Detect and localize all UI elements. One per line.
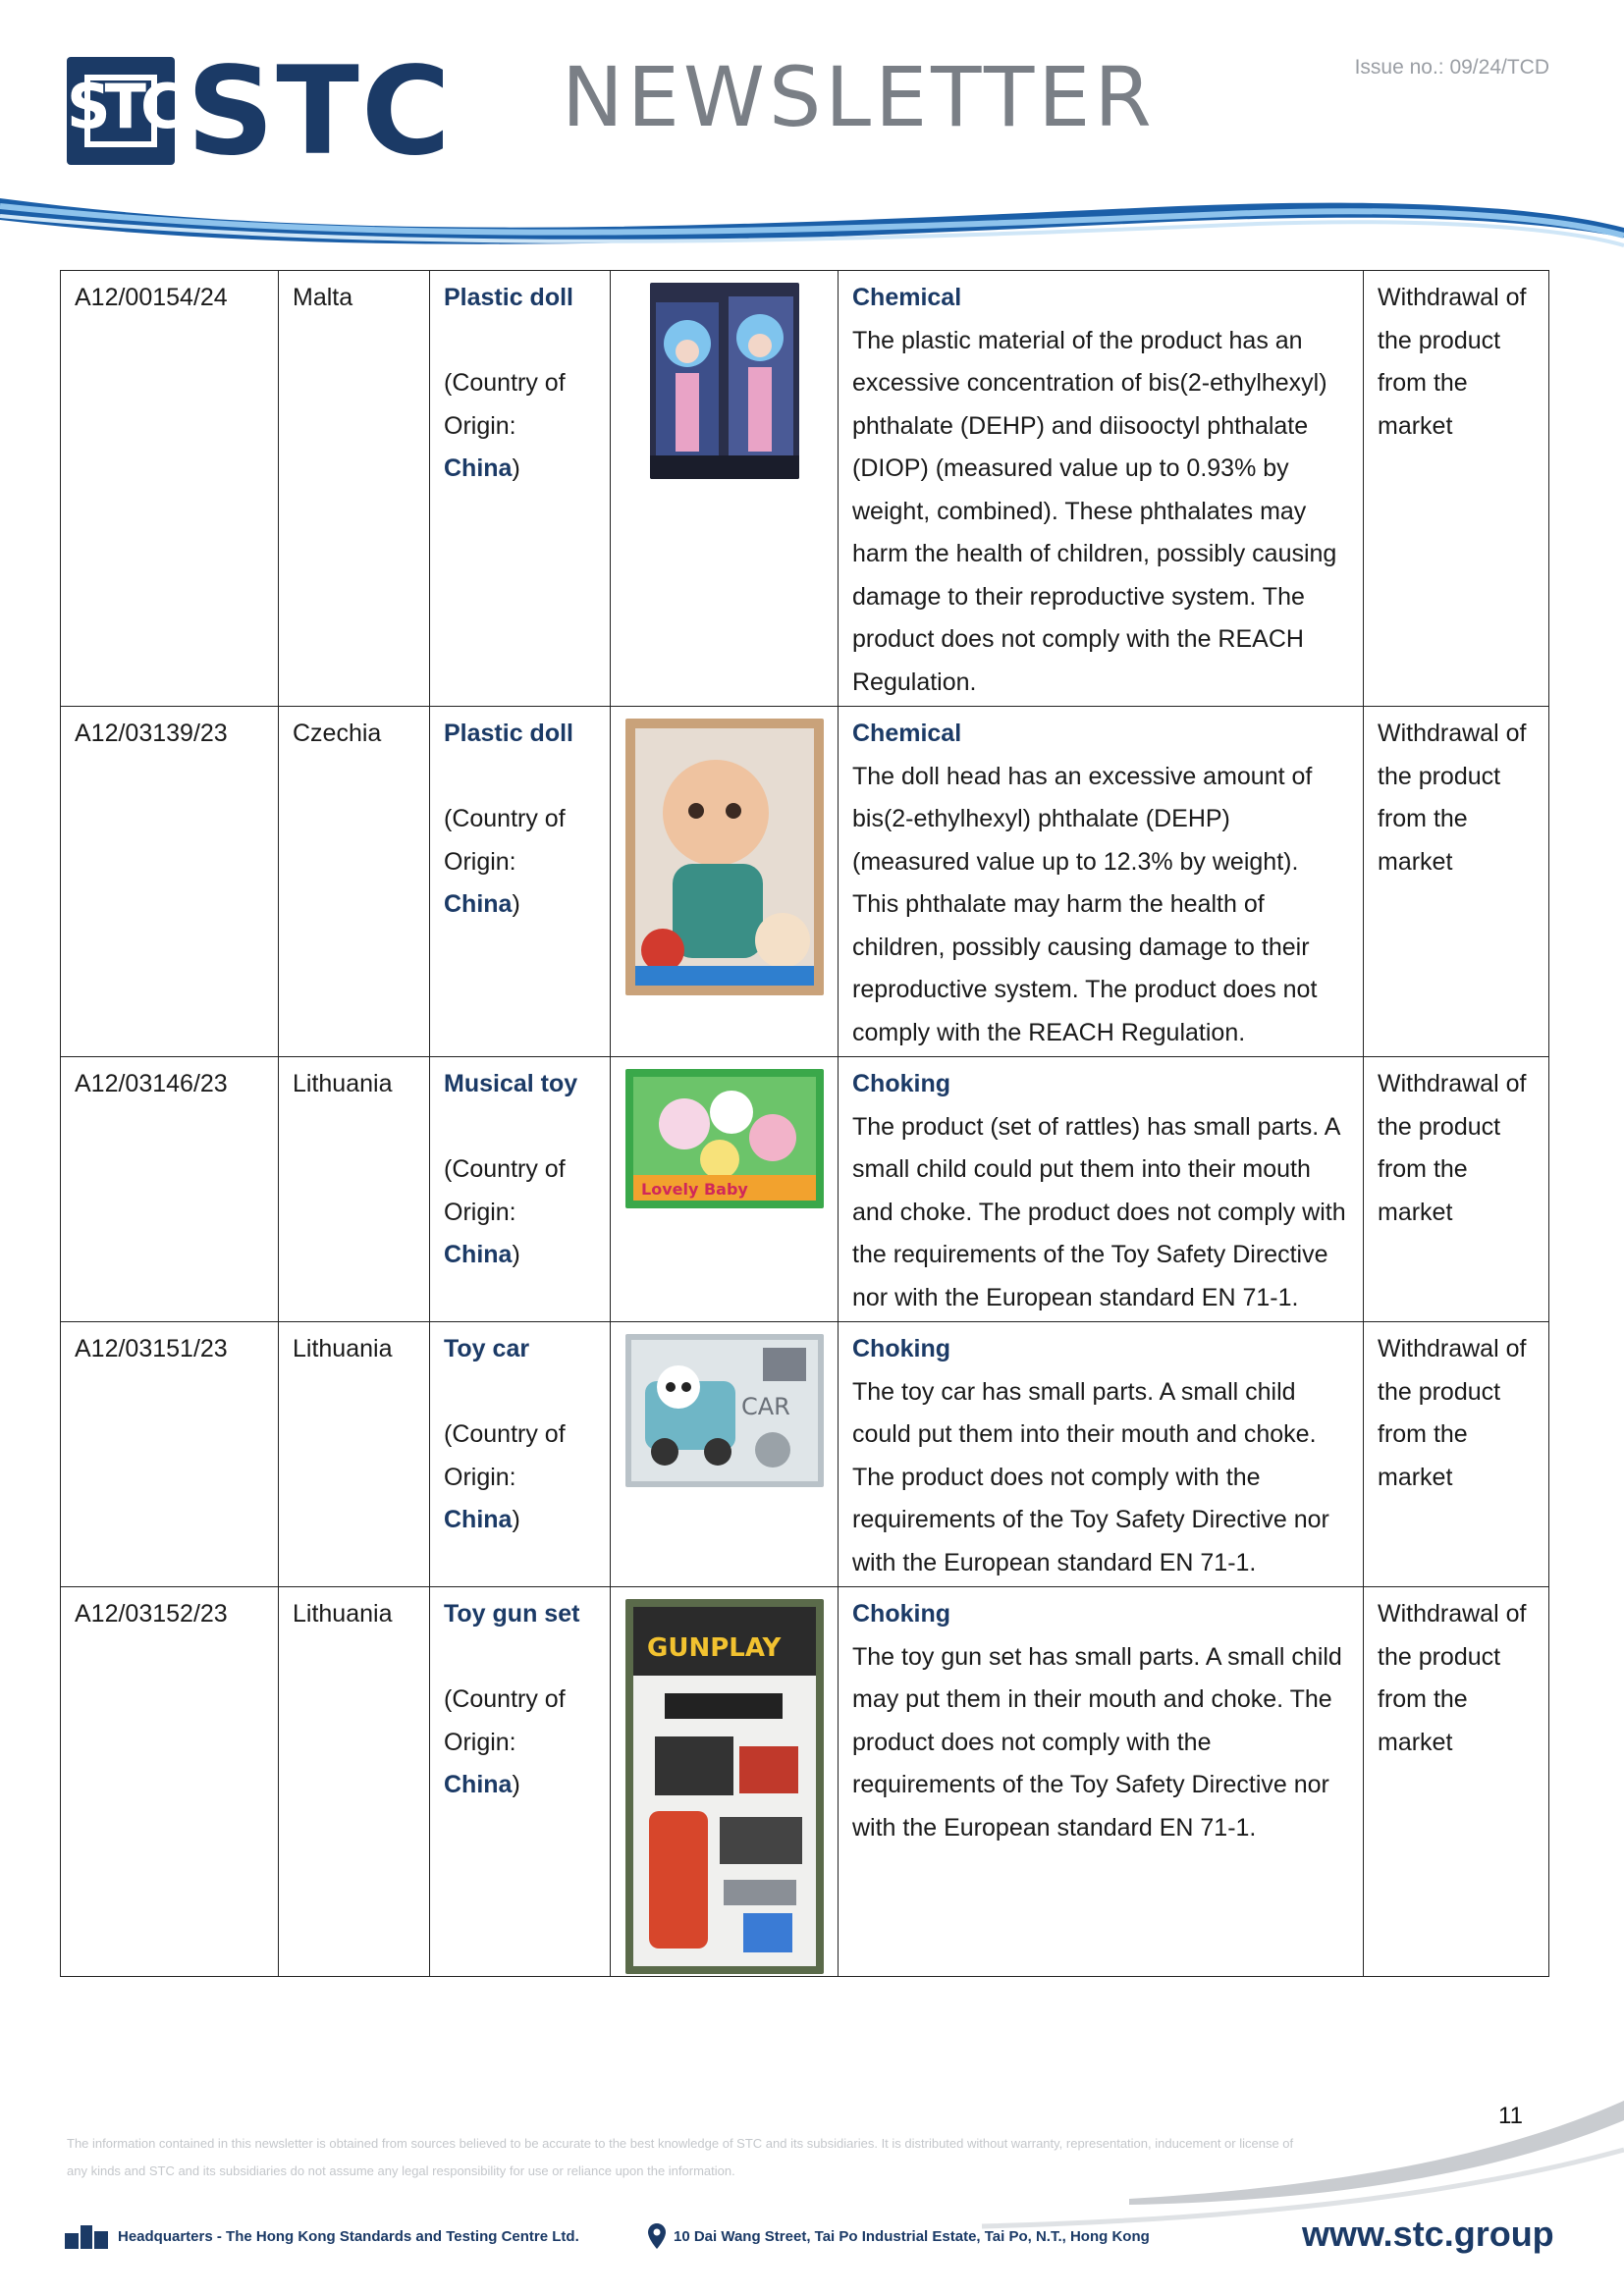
footer-headquarters (65, 2223, 579, 2249)
address-label: 10 Dai Wang Street, Tai Po Industrial Estate, Tai Po, N.T., Hong Kong (674, 2227, 1150, 2245)
footer-address (648, 2223, 1150, 2249)
product-cell (430, 1322, 611, 1587)
header-swoosh-decoration (0, 177, 1624, 265)
product-image-cell (611, 1322, 839, 1587)
rattle-box-label: Lovely Baby (640, 1180, 748, 1199)
product-photo-toy-car (625, 1334, 824, 1487)
origin-country: China (444, 1771, 513, 1798)
notifying-country: Lithuania (279, 1322, 430, 1587)
logo-mark-text: STC (67, 71, 180, 142)
hazard-cell (839, 1322, 1364, 1587)
logo-text: STC (187, 41, 453, 183)
product-name: Toy gun set (444, 1600, 580, 1628)
car-box-label: CAR (740, 1393, 790, 1420)
newsletter-title: NEWSLETTER (562, 49, 1156, 145)
notifying-country: Lithuania (279, 1057, 430, 1322)
hazard-cell (839, 271, 1364, 707)
origin-prefix: (Country of Origin: (444, 369, 566, 440)
reference-number: A12/00154/24 (61, 271, 279, 707)
notifying-country: Czechia (279, 707, 430, 1057)
table-row (61, 1587, 1549, 1977)
product-cell (430, 1587, 611, 1977)
product-name: Plastic doll (444, 720, 573, 747)
origin-suffix: ) (512, 890, 520, 918)
origin-prefix: (Country of Origin: (444, 1420, 566, 1491)
building-icon (65, 2223, 108, 2249)
product-image-cell (611, 1057, 839, 1322)
product-name: Plastic doll (444, 284, 573, 311)
product-cell (430, 271, 611, 707)
notifying-country: Lithuania (279, 1587, 430, 1977)
stc-logo-mark-icon (67, 57, 180, 165)
origin-suffix: ) (512, 1241, 520, 1268)
origin-country: China (444, 1241, 513, 1268)
measures-taken: Withdrawal of the product from the market (1364, 1587, 1549, 1977)
measures-taken: Withdrawal of the product from the market (1364, 707, 1549, 1057)
origin-suffix: ) (512, 454, 520, 482)
product-image-cell (611, 1587, 839, 1977)
location-pin-icon (648, 2223, 666, 2249)
product-photo-dolls (650, 283, 799, 479)
product-cell (430, 707, 611, 1057)
reference-number: A12/03152/23 (61, 1587, 279, 1977)
issue-number: Issue no.: 09/24/TCD (1354, 56, 1549, 79)
hazard-description: The product (set of rattles) has small parts. A small child could put them into their mouth and choke. The product does not comply with the requirements of the Toy Safety Directive nor with the European standard EN 71-1. (852, 1112, 1346, 1311)
origin-suffix: ) (512, 1506, 520, 1533)
product-image-cell (611, 271, 839, 707)
product-photo-rattles (625, 1069, 824, 1208)
hazard-type: Choking (852, 1600, 950, 1628)
origin-prefix: (Country of Origin: (444, 1685, 566, 1756)
reference-number: A12/03146/23 (61, 1057, 279, 1322)
table-row (61, 1057, 1549, 1322)
measures-taken: Withdrawal of the product from the market (1364, 271, 1549, 707)
recall-table (60, 270, 1549, 1977)
product-photo-toy-gun-set (625, 1599, 824, 1974)
origin-prefix: (Country of Origin: (444, 1155, 566, 1226)
origin-country: China (444, 890, 513, 918)
origin-country: China (444, 1506, 513, 1533)
reference-number: A12/03139/23 (61, 707, 279, 1057)
hazard-cell (839, 707, 1364, 1057)
hazard-description: The toy car has small parts. A small child could put them into their mouth and choke. The product does not comply with the requirements of the Toy Safety Directive nor with the European standard EN 71-1. (852, 1377, 1329, 1576)
hazard-description: The doll head has an excessive amount of bis(2-ethylhexyl) phthalate (DEHP) (measured value up to 12.3% by weight). This phthalate may harm the health of children, possibly causing damage to their reproductive system. The product does not comply with the REACH Regulation. (852, 762, 1318, 1046)
product-image-cell (611, 707, 839, 1057)
headquarters-label: Headquarters - The Hong Kong Standards and Testing Centre Ltd. (118, 2227, 579, 2245)
page-number: 11 (1498, 2103, 1523, 2129)
hazard-cell (839, 1587, 1364, 1977)
notifying-country: Malta (279, 271, 430, 707)
hazard-description: The toy gun set has small parts. A small child may put them in their mouth and choke. The product does not comply with the requirements of the Toy Safety Directive nor with the European standard EN 71-1. (852, 1642, 1342, 1842)
product-photo-baby-doll (625, 719, 824, 995)
table-row (61, 271, 1549, 707)
gunplay-label: GUNPLAY (646, 1633, 781, 1663)
hazard-type: Chemical (852, 720, 962, 747)
product-name: Toy car (444, 1335, 530, 1362)
hazard-type: Choking (852, 1335, 950, 1362)
table-row (61, 707, 1549, 1057)
origin-country: China (444, 454, 513, 482)
page-header (0, 0, 1624, 255)
table-row (61, 1322, 1549, 1587)
hazard-type: Choking (852, 1070, 950, 1097)
measures-taken: Withdrawal of the product from the market (1364, 1057, 1549, 1322)
reference-number: A12/03151/23 (61, 1322, 279, 1587)
origin-suffix: ) (512, 1771, 520, 1798)
hazard-description: The plastic material of the product has an excessive concentration of bis(2-ethylhexyl) phthalate (DEHP) and diisooctyl phthalate (DIOP) (measured value up to 0.93% by weight, combined). These phthalates may harm the health of children, possibly causing damage to their reproductive system. The product does not comply with the REACH Regulation. (852, 326, 1337, 696)
website-link[interactable]: www.stc.group (1302, 2214, 1554, 2254)
hazard-cell (839, 1057, 1364, 1322)
product-name: Musical toy (444, 1070, 578, 1097)
origin-prefix: (Country of Origin: (444, 805, 566, 876)
measures-taken: Withdrawal of the product from the market (1364, 1322, 1549, 1587)
product-cell (430, 1057, 611, 1322)
disclaimer-text: The information contained in this newsletter is obtained from sources believed to be accurate to the best knowledge of STC and its subsidiaries. It is distributed without warranty, representation, inducement or license of any kinds and STC and its subsidiaries do not assume any legal responsibility for use or reliance upon the information. (67, 2136, 1294, 2178)
stc-logo (67, 41, 460, 183)
hazard-type: Chemical (852, 284, 962, 311)
